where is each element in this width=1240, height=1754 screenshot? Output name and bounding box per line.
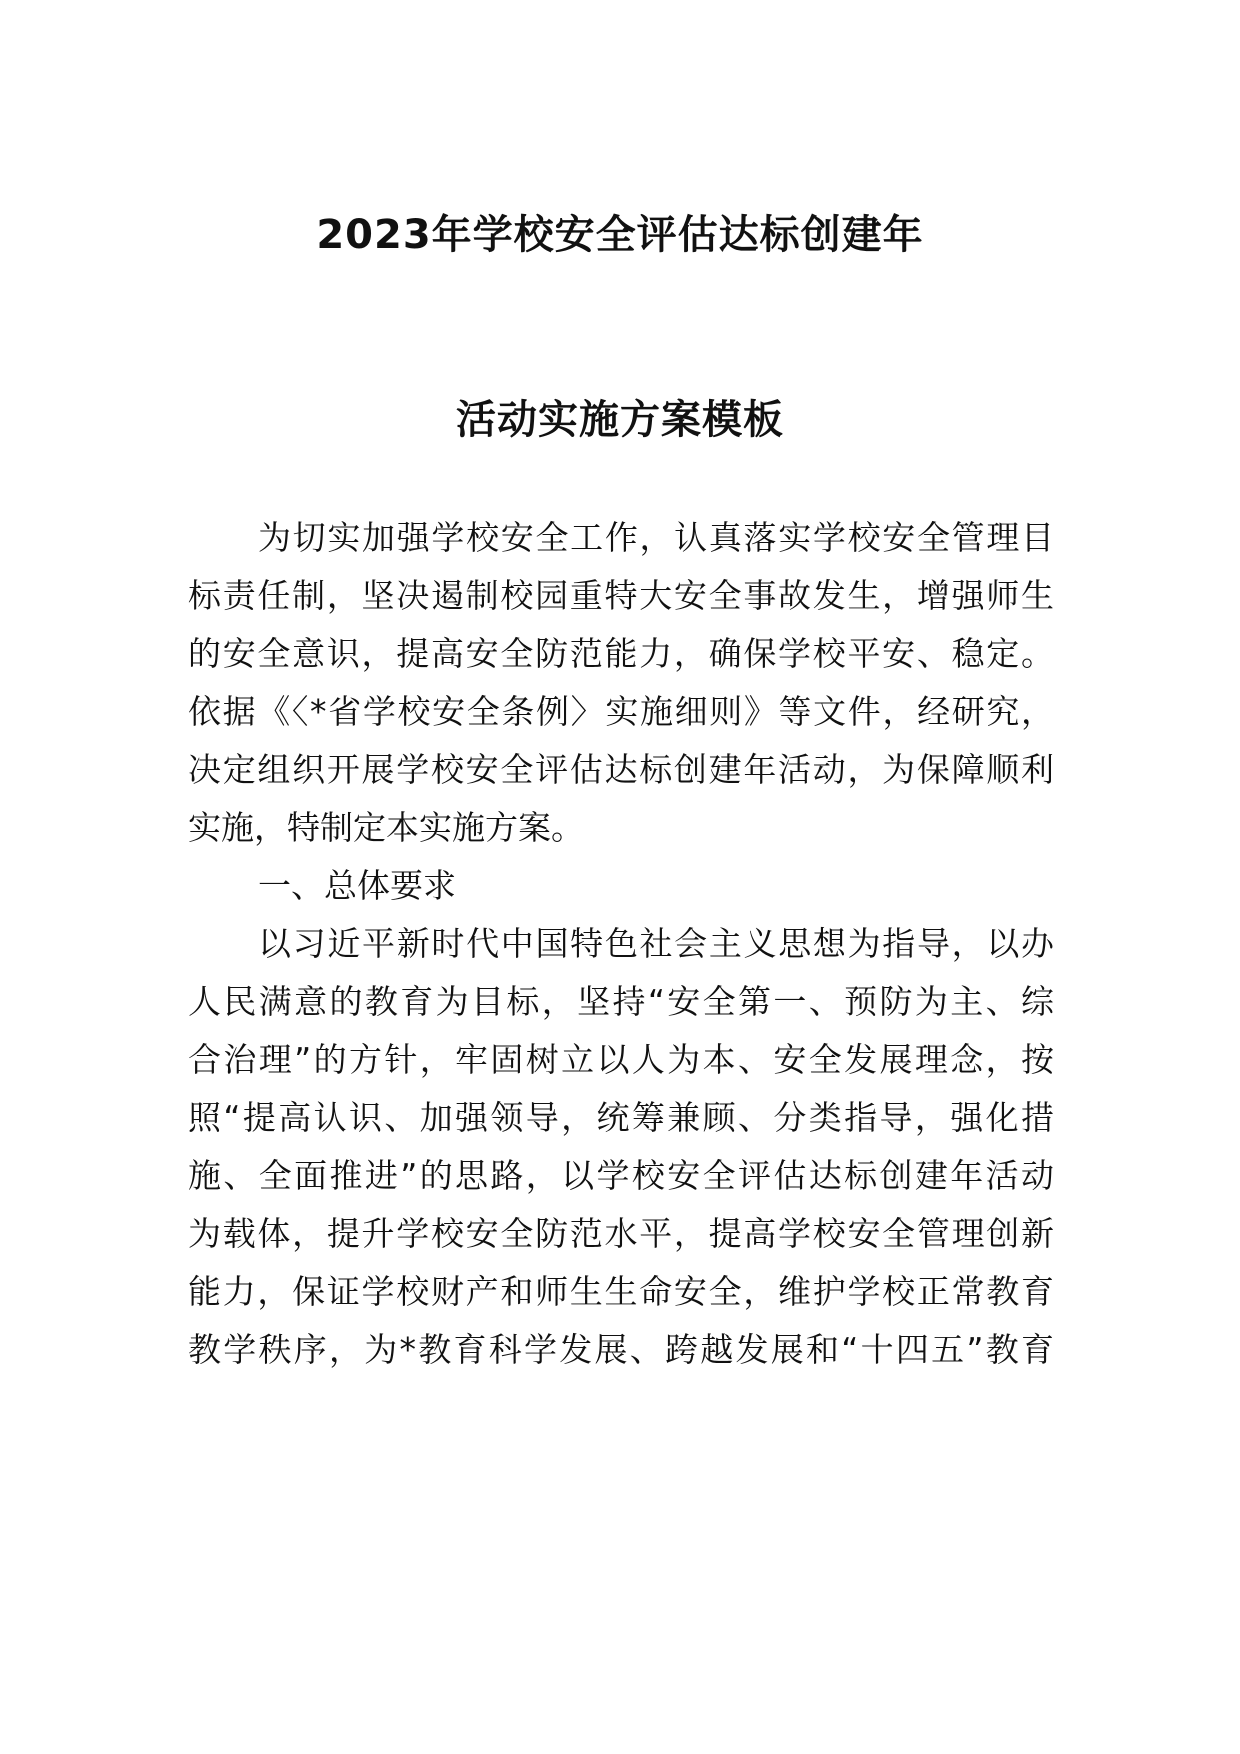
- section-heading: 一、总体要求: [258, 866, 456, 905]
- paragraph-line: 合治理”的方针，牢固树立以人为本、安全发展理念，按: [188, 1040, 1054, 1079]
- paragraph-line: 能力，保证学校财产和师生生命安全，维护学校正常教育: [188, 1272, 1054, 1311]
- paragraph-line: 的安全意识，提高安全防范能力，确保学校平安、稳定。: [188, 634, 1054, 673]
- paragraph-line: 实施，特制定本实施方案。: [188, 808, 584, 847]
- paragraph-line: 为切实加强学校安全工作，认真落实学校安全管理目: [258, 518, 1054, 557]
- title-line-2: 活动实施方案模板: [456, 397, 784, 443]
- paragraph-line: 依据《〈*省学校安全条例〉实施细则》等文件，经研究，: [188, 692, 1054, 731]
- paragraph-line: 以习近平新时代中国特色社会主义思想为指导，以办: [258, 924, 1054, 963]
- paragraph-line: 照“提高认识、加强领导，统筹兼顾、分类指导，强化措: [188, 1098, 1054, 1137]
- paragraph-line: 决定组织开展学校安全评估达标创建年活动，为保障顺利: [188, 750, 1054, 789]
- paragraph-line: 为载体，提升学校安全防范水平，提高学校安全管理创新: [188, 1214, 1054, 1253]
- paragraph-line: 人民满意的教育为目标，坚持“安全第一、预防为主、综: [188, 982, 1054, 1021]
- paragraph-line: 施、全面推进”的思路，以学校安全评估达标创建年活动: [188, 1156, 1054, 1195]
- paragraph-line: 教学秩序，为*教育科学发展、跨越发展和“十四五”教育: [188, 1330, 1054, 1369]
- title-line-1: 2023年学校安全评估达标创建年: [316, 212, 924, 258]
- paragraph-line: 标责任制，坚决遏制校园重特大安全事故发生，增强师生: [188, 576, 1054, 615]
